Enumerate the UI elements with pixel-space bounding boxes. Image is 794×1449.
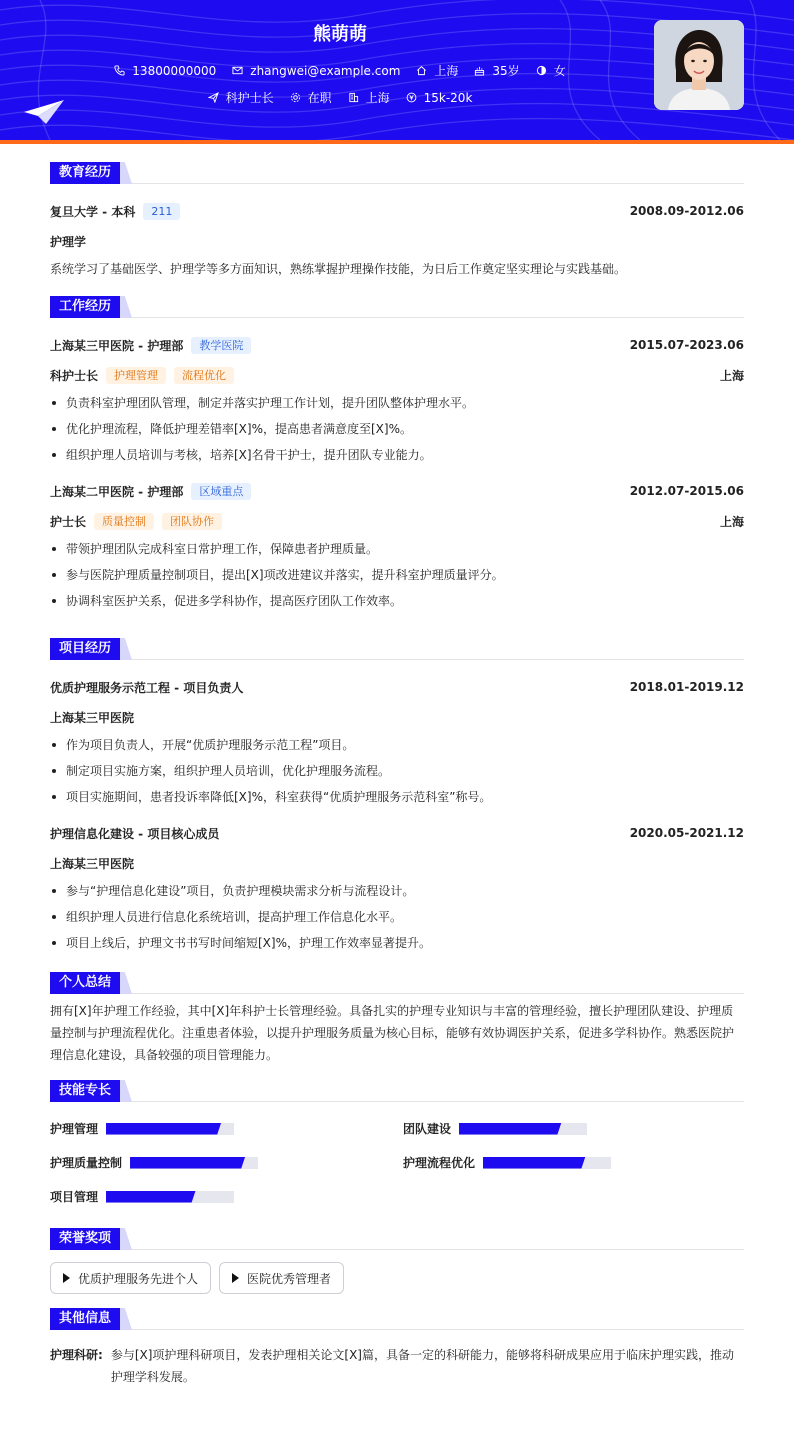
list-item: 组织护理人员进行信息化系统培训，提高护理工作信息化水平。 — [50, 904, 744, 930]
skill-tag: 团队协作 — [162, 513, 222, 530]
salary-value: 15k-20k — [423, 90, 473, 105]
education-header-row — [50, 196, 744, 226]
resume-content — [50, 144, 744, 1388]
company-name: 上海某二甲医院 - 护理部 — [50, 484, 184, 499]
award-label: 医院优秀管理者 — [247, 1271, 332, 1286]
send-icon — [208, 92, 219, 103]
skill-name: 护理管理 — [50, 1122, 99, 1136]
section-label-tail — [120, 638, 132, 660]
company-tag: 区域重点 — [191, 483, 251, 500]
position-item — [208, 89, 274, 106]
project-date: 2018.01-2019.12 — [629, 680, 744, 694]
phone-item — [114, 64, 216, 78]
section-title-summary — [50, 972, 744, 994]
project-bullets — [50, 732, 744, 810]
section-label-tail — [120, 162, 132, 184]
contact-row — [0, 62, 680, 79]
section-title-education — [50, 162, 744, 184]
work-header-row — [50, 476, 744, 506]
skill-item — [403, 1154, 611, 1171]
section-title-other — [50, 1308, 744, 1330]
project-date: 2020.05-2021.12 — [629, 826, 744, 840]
email-item — [232, 64, 400, 78]
project-org: 上海某三甲医院 — [50, 856, 135, 871]
section-label-tail — [120, 1228, 132, 1250]
job-role: 护士长 — [50, 514, 87, 529]
skill-bar-fill — [130, 1157, 245, 1169]
company-tag: 教学医院 — [191, 337, 251, 354]
list-item: 优化护理流程，降低护理差错率[X]%，提高患者满意度至[X]%。 — [50, 416, 744, 442]
location-item — [416, 62, 458, 79]
section-label: 项目经历 — [50, 638, 120, 660]
profile-photo — [654, 20, 744, 110]
work-bullets — [50, 390, 744, 468]
skill-name: 团队建设 — [403, 1122, 452, 1136]
school-tag: 211 — [143, 203, 180, 220]
list-item: 制定项目实施方案，组织护理人员培训，优化护理服务流程。 — [50, 758, 744, 784]
skills-grid — [50, 1102, 744, 1214]
skill-bar — [130, 1157, 258, 1169]
skill-name: 项目管理 — [50, 1190, 99, 1204]
skill-tag: 流程优化 — [174, 367, 234, 384]
work-bullets — [50, 536, 744, 614]
email-value: zhangwei@example.com — [250, 63, 401, 78]
status-item — [290, 89, 332, 106]
section-label: 其他信息 — [50, 1308, 120, 1330]
section-label-tail — [120, 1080, 132, 1102]
project-bullets — [50, 878, 744, 956]
city-value: 上海 — [365, 91, 390, 105]
phone-icon — [114, 65, 125, 76]
section-title-work — [50, 296, 744, 318]
list-item: 项目实施期间，患者投诉率降低[X]%，科室获得“优质护理服务示范科室”称号。 — [50, 784, 744, 810]
award-chip — [50, 1262, 211, 1294]
education-major-row — [50, 226, 744, 256]
other-info-row — [50, 1344, 744, 1388]
project-org-row — [50, 702, 744, 732]
company-name: 上海某三甲医院 - 护理部 — [50, 338, 184, 353]
skill-item — [50, 1154, 258, 1171]
project-name: 优质护理服务示范工程 - 项目负责人 — [50, 680, 244, 695]
status-value: 在职 — [307, 91, 332, 105]
mail-icon — [232, 65, 243, 76]
work-date: 2012.07-2015.06 — [629, 484, 744, 498]
summary-text: 拥有[X]年护理工作经验，其中[X]年科护士长管理经验。具备扎实的护理专业知识与丰富的管理经验，擅长护理团队建设、护理质量控制与护理流程优化。注重患者体验，以提升护理服务质量为核心目标，能够有效协调医护关系，促进多学科协作。熟悉医院护理信息化建设，具备较强的项目管理能力。 — [50, 1004, 735, 1062]
list-item: 项目上线后，护理文书书写时间缩短[X]%，护理工作效率显著提升。 — [50, 930, 744, 956]
work-role-row — [50, 506, 744, 536]
skill-item — [50, 1188, 234, 1205]
skill-bar-fill — [459, 1123, 561, 1135]
skill-name: 护理流程优化 — [403, 1156, 476, 1170]
age-item — [474, 62, 519, 79]
work-city: 上海 — [719, 514, 744, 529]
skill-bar-fill — [106, 1191, 196, 1203]
project-header-row — [50, 818, 744, 848]
section-label-tail — [120, 296, 132, 318]
project-org-row — [50, 848, 744, 878]
awards-list — [50, 1262, 744, 1294]
skill-bar-fill — [483, 1157, 585, 1169]
education-date: 2008.09-2012.06 — [629, 204, 744, 218]
section-title-skills — [50, 1080, 744, 1102]
work-header-row — [50, 330, 744, 360]
coin-icon — [406, 92, 417, 103]
gender-item — [536, 62, 566, 79]
list-item: 作为项目负责人，开展“优质护理服务示范工程”项目。 — [50, 732, 744, 758]
position-value: 科护士长 — [225, 91, 274, 105]
list-item: 负责科室护理团队管理，制定并落实护理工作计划，提升团队整体护理水平。 — [50, 390, 744, 416]
skill-bar-fill — [106, 1123, 221, 1135]
work-city: 上海 — [719, 368, 744, 383]
section-label: 个人总结 — [50, 972, 120, 994]
cake-icon — [474, 65, 485, 76]
school-name: 复旦大学 - 本科 — [50, 204, 136, 219]
section-title-projects — [50, 638, 744, 660]
section-label: 教育经历 — [50, 162, 120, 184]
project-header-row — [50, 672, 744, 702]
gender-icon — [536, 65, 547, 76]
project-name: 护理信息化建设 - 项目核心成员 — [50, 826, 220, 841]
section-label: 荣誉奖项 — [50, 1228, 120, 1250]
section-label: 技能专长 — [50, 1080, 120, 1102]
skill-bar — [106, 1191, 234, 1203]
job-role: 科护士长 — [50, 368, 99, 383]
major-name: 护理学 — [50, 234, 87, 249]
skill-tag: 质量控制 — [94, 513, 154, 530]
salary-item — [406, 91, 473, 105]
award-label: 优质护理服务先进个人 — [78, 1271, 199, 1286]
skill-bar — [483, 1157, 611, 1169]
education-description: 系统学习了基础医学、护理学等多方面知识，熟练掌握护理操作技能，为日后工作奠定坚实理论与实践基础。 — [50, 262, 627, 276]
list-item: 组织护理人员培训与考核，培养[X]名骨干护士，提升团队专业能力。 — [50, 442, 744, 468]
list-item: 参与“护理信息化建设”项目，负责护理模块需求分析与流程设计。 — [50, 878, 744, 904]
skill-bar — [459, 1123, 587, 1135]
avatar-portrait-icon — [654, 20, 744, 110]
candidate-name: 熊萌萌 — [313, 24, 367, 45]
skill-item — [50, 1120, 234, 1137]
other-info-key: 护理科研: — [50, 1348, 103, 1362]
settings-icon — [290, 92, 301, 103]
play-triangle-icon — [63, 1273, 70, 1283]
section-label: 工作经历 — [50, 296, 120, 318]
skill-bar — [106, 1123, 234, 1135]
project-org: 上海某三甲医院 — [50, 710, 135, 725]
list-item: 带领护理团队完成科室日常护理工作，保障患者护理质量。 — [50, 536, 744, 562]
building-icon — [348, 92, 359, 103]
location-value: 上海 — [434, 64, 459, 78]
list-item: 协调科室医护关系，促进多学科协作，提高医疗团队工作效率。 — [50, 588, 744, 614]
resume-header — [0, 0, 794, 140]
work-date: 2015.07-2023.06 — [629, 338, 744, 352]
section-label-tail — [120, 972, 132, 994]
city-item — [348, 89, 390, 106]
play-triangle-icon — [232, 1273, 239, 1283]
award-chip — [219, 1262, 344, 1294]
skill-item — [403, 1120, 587, 1137]
home-icon — [416, 65, 427, 76]
section-title-awards — [50, 1228, 744, 1250]
work-role-row — [50, 360, 744, 390]
section-label-tail — [120, 1308, 132, 1330]
age-value: 35岁 — [492, 64, 520, 78]
skill-name: 护理质量控制 — [50, 1156, 123, 1170]
job-intent-row — [0, 89, 680, 106]
list-item: 参与医院护理质量控制项目，提出[X]项改进建议并落实，提升科室护理质量评分。 — [50, 562, 744, 588]
skill-tag: 护理管理 — [106, 367, 166, 384]
other-info-value: 参与[X]项护理科研项目，发表护理相关论文[X]篇，具备一定的科研能力，能够将科研成果应用于临床护理实践，推动护理学科发展。 — [110, 1348, 734, 1384]
phone-value: 13800000000 — [132, 63, 217, 78]
gender-value: 女 — [553, 64, 566, 78]
